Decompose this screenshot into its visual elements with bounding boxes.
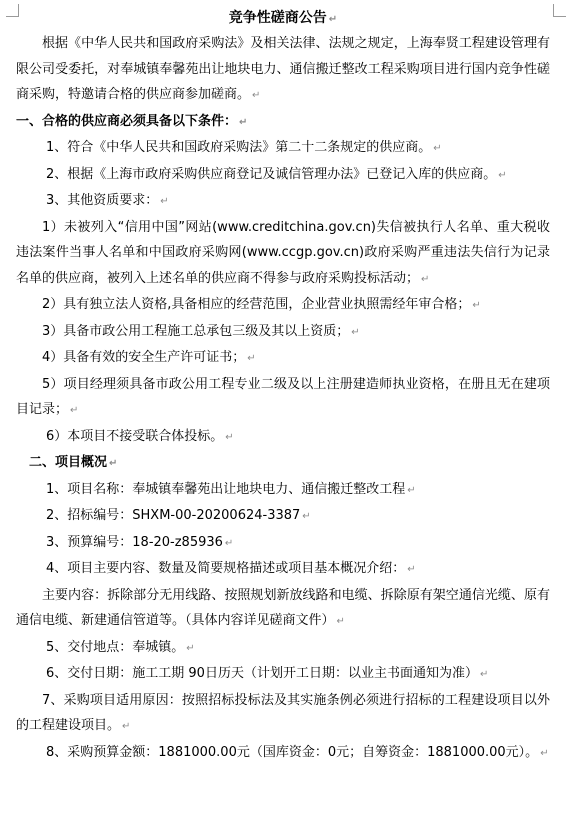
paragraph-mark-icon: ↵ [252,90,261,101]
paragraph-mark-icon: ↵ [498,169,507,181]
paragraph-mark-icon: ↵ [479,669,489,680]
overview-item: 2、招标编号：SHXM-00-20200624-3387 ↵ [46,508,311,523]
document-body [16,5,550,766]
paragraph-mark-icon: ↵ [472,300,481,311]
overview-content: 主要内容：拆除部分无用线路、按照规划新放线路和电缆、拆除原有架空通信光缆、原有通信电缆、新建通信管道等。（具体内容详见磋商文件） ↵ [16,587,550,628]
qualification-subitem: 6）本项目不接受联合体投标。 ↵ [46,428,234,444]
document-title: 竞争性磋商公告 ↵ [228,10,338,26]
paragraph-mark-icon: ↵ [351,326,360,338]
paragraph-mark-icon: ↵ [407,564,416,575]
paragraph-mark-icon: ↵ [540,747,549,759]
qualification-subitem: 2）具有独立法人资格,具备相应的经营范围，企业营业执照需经年审合格； ↵ [42,297,481,312]
qualification-item: 3、其他资质要求： ↵ [46,193,169,208]
paragraph-mark-icon: ↵ [247,353,256,364]
page-corner-mark-right [553,4,566,17]
section-heading-qualifications: 一、合格的供应商必须具备以下条件： ↵ [16,113,248,129]
overview-item: 5、交付地点：奉城镇。 ↵ [46,639,195,655]
qualification-subitem: 5）项目经理须具备市政公用工程专业二级及以上注册建造师执业资格，在册且无在建项目记录； ↵ [16,376,550,417]
paragraph-mark-icon: ↵ [421,273,430,285]
overview-item: 4、项目主要内容、数量及简要规格描述或项目基本概况介绍： ↵ [46,561,416,576]
paragraph-mark-icon: ↵ [407,484,416,496]
qualification-item: 2、根据《上海市政府采购供应商登记及诚信管理办法》已登记入库的供应商。 ↵ [46,166,507,182]
paragraph-mark-icon: ↵ [70,405,79,416]
overview-item: 1、项目名称：奉城镇奉馨苑出让地块电力、通信搬迁整改工程 ↵ [46,481,416,497]
paragraph-mark-icon: ↵ [186,642,195,654]
section-heading-overview: 二、项目概况 ↵ [29,455,118,470]
paragraph-mark-icon: ↵ [224,537,234,549]
paragraph-mark-icon: ↵ [328,14,338,25]
overview-item: 3、预算编号：18-20-z85936 ↵ [46,534,234,550]
paragraph-mark-icon: ↵ [109,458,118,469]
paragraph-mark-icon: ↵ [433,143,442,154]
qualification-subitem: 1）未被列入“信用中国”网站(www.creditchina.gov.cn)失信被执行人名单、重大税收违法案件当事人名单和中国政府采购网(www.ccgp.gov.cn)政府采购严重违法失信行为记录名单的供应商，被列入上述名单的供应商不得参与政府采购投标活动； ↵ [16,219,550,286]
overview-item: 7、采购项目适用原因：按照招标投标法及其实施条例必须进行招标的工程建设项目以外的工程建设项目。 ↵ [16,692,550,733]
paragraph-mark-icon: ↵ [239,116,248,128]
intro-paragraph: 根据《中华人民共和国政府采购法》及相关法律、法规之规定，上海奉贤工程建设管理有限公司受委托，对奉城镇奉馨苑出让地块电力、通信搬迁整改工程采购项目进行国内竞争性磋商采购，特邀请合格的供应商参加磋商。 ↵ [16,36,550,102]
paragraph-mark-icon: ↵ [160,196,169,207]
paragraph-mark-icon: ↵ [225,431,234,443]
qualification-subitem: 4）具备有效的安全生产许可证书； ↵ [42,350,256,365]
qualification-subitem: 3）具备市政公用工程施工总承包三级及其以上资质； ↵ [42,323,360,339]
paragraph-mark-icon: ↵ [302,511,311,522]
qualification-item: 1、符合《中华人民共和国政府采购法》第二十二条规定的供应商。 ↵ [46,140,442,155]
paragraph-mark-icon: ↵ [122,721,131,732]
overview-item: 8、采购预算金额：1881000.00元（国库资金：0元；自筹资金：1881000.00元）。 ↵ [46,744,549,760]
paragraph-mark-icon: ↵ [336,616,345,627]
overview-item: 6、交付日期：施工工期 90日历天（计划开工日期：以业主书面通知为准） ↵ [46,666,489,681]
